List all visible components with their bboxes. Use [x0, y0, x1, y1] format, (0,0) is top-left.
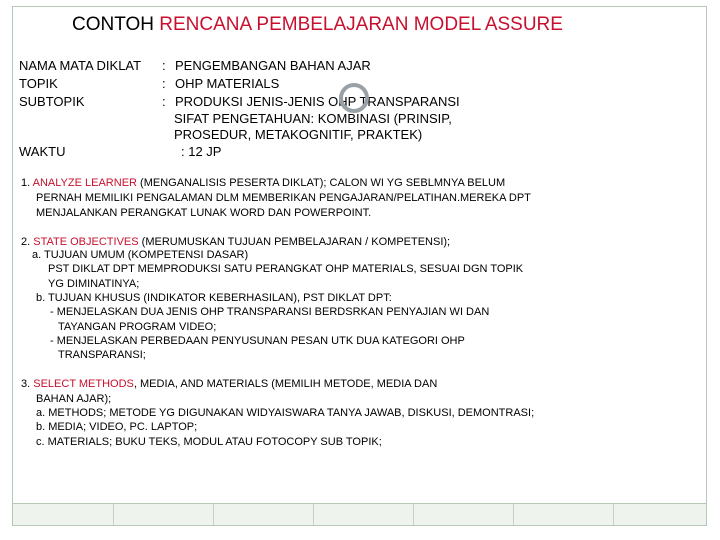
section-1-number: 1. [21, 177, 31, 189]
section-1-heading: ANALYZE LEARNER [32, 177, 137, 189]
footer-cell [413, 504, 514, 525]
subtopik-cont-2: PROSEDUR, METAKOGNITIF, PRAKTEK) [174, 127, 423, 142]
section-3-text: , MEDIA, AND MATERIALS (MEMILIH METODE, MEDIA DAN [133, 378, 438, 390]
title-highlight: RENCANA PEMBELAJARAN MODEL ASSURE [159, 14, 563, 35]
section-3-item-b: b. MEDIA; VIDEO, PC. LAPTOP; [36, 421, 198, 433]
objective-b-item-2-line-2: TRANSPARANSI; [58, 349, 146, 361]
footer-cell [13, 504, 114, 525]
footer-band [12, 503, 707, 526]
separator: : [162, 58, 166, 73]
footer-cell [513, 504, 614, 525]
objective-b-item-1-line-1: - MENJELASKAN DUA JENIS OHP TRANSPARANSI BERDSRKAN PENYAJIAN WI DAN [50, 306, 490, 318]
topik-value: OHP MATERIALS [175, 76, 280, 91]
section-3-line-2: BAHAN AJAR); [36, 393, 112, 405]
separator: : [162, 94, 166, 109]
section-3-line-1 [21, 377, 437, 391]
objective-b-item-1-line-2: TAYANGAN PROGRAM VIDEO; [58, 321, 217, 333]
objective-a-line-2: YG DIMINATINYA; [48, 278, 140, 290]
objective-a-title: a. TUJUAN UMUM (KOMPETENSI DASAR) [32, 249, 249, 261]
section-1-line-1 [21, 176, 505, 190]
section-2-text: (MERUMUSKAN TUJUAN PEMBELAJARAN / KOMPETENSI); [138, 236, 451, 248]
section-1-line-2: PERNAH MEMILIKI PENGALAMAN DLM MEMBERIKAN PENGAJARAN/PELATIHAN.MEREKA DPT [36, 192, 531, 204]
section-1-text: (MENGANALISIS PESERTA DIKLAT); CALON WI YG SEBLMNYA BELUM [136, 177, 506, 189]
title-prefix: CONTOH [72, 14, 160, 35]
section-3-item-a: a. METHODS; METODE YG DIGUNAKAN WIDYAISWARA TANYA JAWAB, DISKUSI, DEMONTRASI; [36, 407, 535, 419]
section-2-number: 2. [21, 236, 31, 248]
objective-b-item-2-line-1: - MENJELASKAN PERBEDAAN PENYUSUNAN PESAN UTK DUA KATEGORI OHP [50, 335, 465, 347]
footer-cell [213, 504, 314, 525]
section-3-number: 3. [21, 378, 31, 390]
section-1-line-3: MENJALANKAN PERANGKAT LUNAK WORD DAN POWERPOINT. [36, 207, 372, 219]
topik-label: TOPIK [19, 76, 58, 91]
section-2-line-1 [21, 235, 450, 249]
waktu-label: WAKTU [19, 144, 66, 159]
footer-cell [313, 504, 414, 525]
nama-value: PENGEMBANGAN BAHAN AJAR [175, 58, 371, 73]
section-3-heading: SELECT METHODS [33, 378, 134, 390]
objective-b-title: b. TUJUAN KHUSUS (INDIKATOR KEBERHASILAN), PST DIKLAT DPT: [36, 292, 392, 304]
waktu-value: : 12 JP [181, 144, 222, 159]
subtopik-label: SUBTOPIK [19, 94, 85, 109]
objective-a-line-1: PST DIKLAT DPT MEMPRODUKSI SATU PERANGKAT OHP MATERIALS, SESUAI DGN TOPIK [48, 263, 524, 275]
section-2-heading: STATE OBJECTIVES [33, 236, 139, 248]
separator: : [162, 76, 166, 91]
section-3-item-c: c. MATERIALS; BUKU TEKS, MODUL ATAU FOTOCOPY SUB TOPIK; [36, 436, 382, 448]
highlight-circle [339, 83, 369, 113]
footer-cell [113, 504, 214, 525]
subtopik-cont-1: SIFAT PENGETAHUAN: KOMBINASI (PRINSIP, [174, 111, 452, 126]
subtopik-value: PRODUKSI JENIS-JENIS OHP TRANSPARANSI [175, 94, 460, 109]
nama-label: NAMA MATA DIKLAT [19, 58, 142, 73]
page-title [72, 14, 563, 36]
